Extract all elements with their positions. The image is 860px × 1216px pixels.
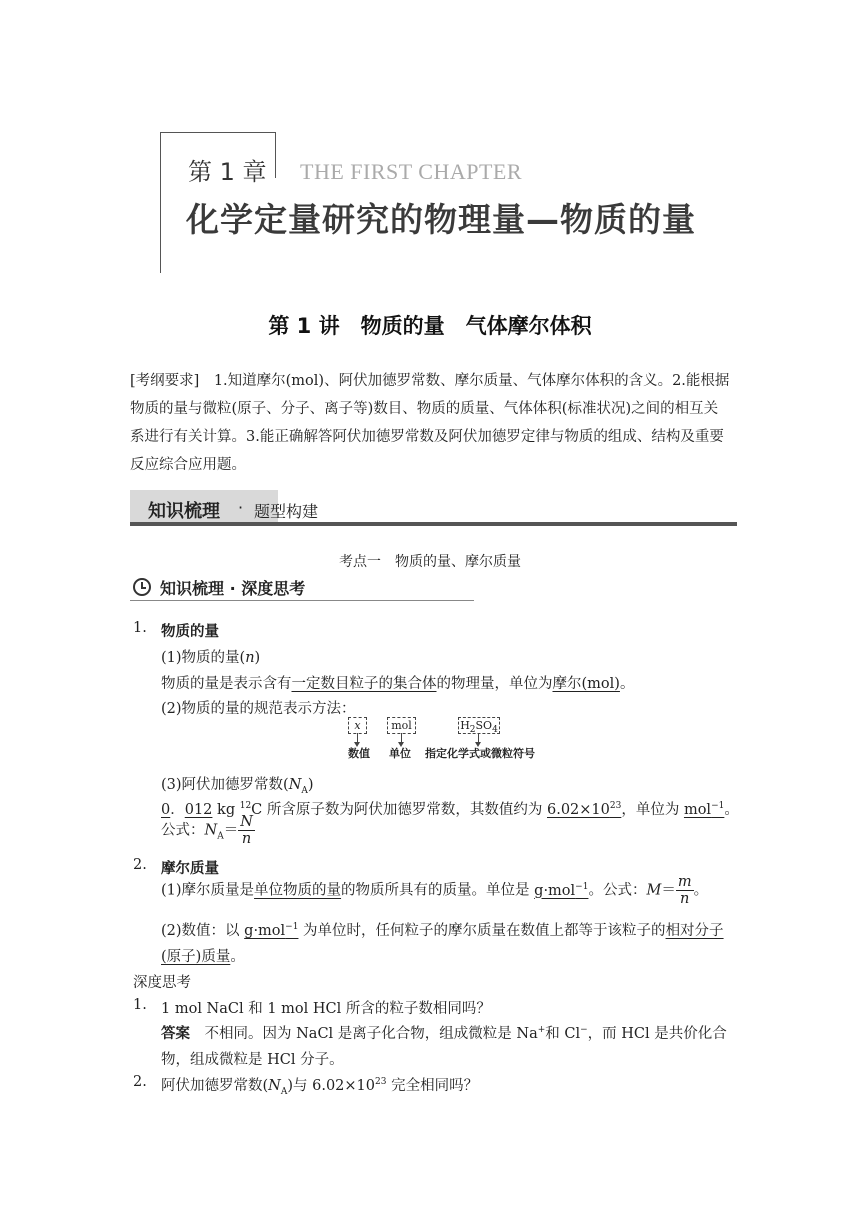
molar-mass-value-cont: (原子)质量。 [161, 949, 245, 965]
chapter-english: THE FIRST CHAPTER [300, 159, 523, 184]
diagram-arrow [401, 733, 402, 744]
diagram-arrow [357, 733, 358, 744]
question-number: 1. [133, 997, 147, 1013]
sub-item-label: (1)物质的量(n) [161, 650, 261, 666]
chapter-title: 化学定量研究的物理量—物质的量 [186, 200, 696, 239]
chapter-frame-left [160, 132, 161, 273]
avogadro-definition: 0．012 kg $^{12}$C 所含原子数为阿伏加德罗常数，其数值约为 $6.02\times 10^{23}$，单位为 mol$^{-1}$。 [161, 801, 739, 818]
exam-requirements: [考纲要求] 1.知道摩尔(mol)、阿伏加德罗常数、摩尔质量、气体摩尔体积的含义。2.能根据物质的量与微粒(原子、分子、离子等)数目、物质的质量、气体体积(标准状况)之间的相互关系进行有关计算。3.能正确解答阿伏加德罗常数及阿伏加德罗定律与物质的组成、结构及重要反应综合应用题。 [130, 373, 730, 473]
kaodian-title: 考点一 物质的量、摩尔质量 [339, 554, 521, 570]
question-text: 1 mol NaCl 和 1 mol HCl 所含的粒子数相同吗？ [161, 1001, 491, 1017]
diagram-box-value: x [348, 717, 367, 734]
diagram-box-unit: mol [387, 717, 416, 734]
diagram-label-formula: 指定化学式或微粒符号 [425, 747, 535, 760]
answer-line-cont: 物，组成微粒是 HCl 分子。 [161, 1052, 344, 1068]
item-number: 1. [133, 620, 147, 636]
chapter-frame-top [160, 132, 275, 133]
banner-rule [130, 522, 737, 526]
definition-line: 物质的量是表示含有一定数目粒子的集合体的物理量，单位为摩尔(mol)。 [161, 676, 635, 692]
section-heading: 知识梳理 · 深度思考 [160, 579, 306, 598]
sub-item-label: (3)阿伏加德罗常数$(N_A)$ [161, 777, 314, 796]
chapter-frame-tick [275, 132, 276, 178]
sub-item-label: (2)物质的量的规范表示方法： [161, 701, 356, 717]
question-number: 2. [133, 1074, 147, 1090]
clock-icon [133, 578, 151, 596]
item-title: 物质的量 [161, 624, 219, 640]
item-number: 2. [133, 857, 147, 873]
answer-line: 答案 不相同。因为 NaCl 是离子化合物，组成微粒是 Na+和 Cl−，而 HCl 是共价化合 [161, 1025, 727, 1042]
molar-mass-value: (2)数值：以 g·mol$^{-1}$ 为单位时，任何粒子的摩尔质量在数值上都等于该粒子的相对分子 [161, 922, 724, 939]
chapter-number: 第 1 章 [188, 158, 267, 186]
section-rule [130, 600, 474, 601]
item-title: 摩尔质量 [161, 861, 219, 877]
molar-mass-definition: (1)摩尔质量是单位物质的量的物质所具有的质量。单位是 g·mol$^{-1}$。公式：M＝ $\frac{m}{n}$ 。 [161, 874, 709, 907]
lecture-title: 第 1 讲 物质的量 气体摩尔体积 [268, 314, 592, 338]
avogadro-formula: 公式：$N_A=$ $\frac{N}{n}$ [161, 814, 253, 847]
diagram-label-unit: 单位 [389, 747, 411, 760]
deep-thinking-title: 深度思考 [133, 975, 191, 991]
banner-separator: · [238, 498, 244, 517]
banner-sub-label: 题型构建 [254, 502, 319, 521]
diagram-arrow [478, 733, 479, 744]
question-text: 阿伏加德罗常数$(N_A)$与 $6.02\times 10^{23}$ 完全相同吗？ [161, 1077, 479, 1097]
banner-main-label: 知识梳理 [148, 501, 220, 522]
diagram-box-formula: $H_2SO_4$ [458, 717, 500, 734]
diagram-label-value: 数值 [348, 747, 370, 760]
